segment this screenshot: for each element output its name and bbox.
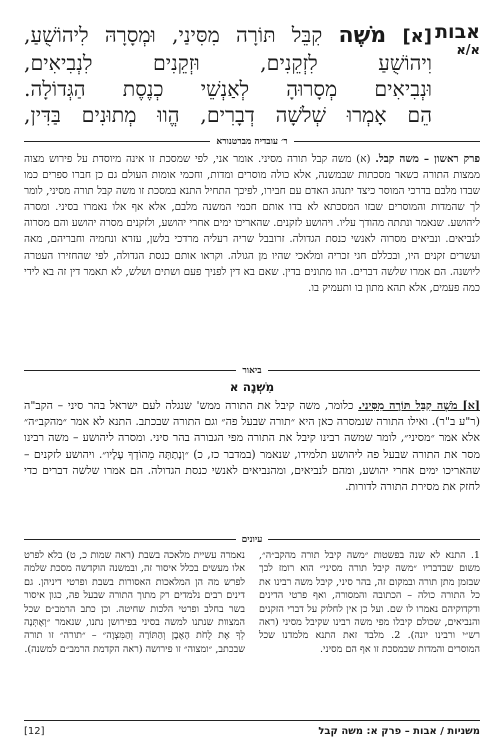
tractate-name: אבות [435,21,480,43]
notes-column-left: נאמרה עשיית מלאכה בשבת (ראה שמות כ, ט) בלא לפרט אלו מעשים בכלל איסור זה, ובמשנה הוקדשה מסכת שלמה לפרש מה הן המלאכות האסורות בשבת ופרטי דיניהן. גם דינים רבים נלמדים רק מתוך התורה שבעל פה, כגון איסור בשר בחלב ופרטי הלכות שחיטה. וכן כתב הרמב״ם שכל המצוות שנתנו למשה בסיני בפירושן נתנו, שנאמר ״וְאֶתְּנָה לְךָ אֶת לֻחֹת הָאֶבֶן וְהַתּוֹרָה וְהַמִּצְוָה״ – ״תורה״ זו תורה שבכתב, ״ומצוה״ זו פירושה (ראה הקדמת הרמב״ם למשנה). [24,550,245,655]
divider-rule-right [268,539,480,540]
mishnah-lead-word: מֹשֶׁה [338,23,387,48]
divider-rule-right [268,370,480,371]
explanation-body: כלומר, משה קיבל את התורה ממש' שנגלה לעם ישראל בהר סיני – הקב"ה (ר"ע ב"ר). ואילו התורה שנמסרה כאן היא ״תורה שבעל פה״ וגם התורה שבכתב. התנא לא אמר ״מהקב״ה״ אלא אמר ״מסיני״, לומר שמשה רבינו קיבל את התורה מפי הגבורה בהר סיני. ומסרה ליהושע – משה רבינו מסר את התורה שבעל פה ליהושע תלמידו, שנאמר (במדבר כז, כ) ״וְנָתַתָּה מֵהוֹדְךָ עָלָיו״. ויהושע לזקנים – שהאריכו ימים אחרי יהושע, ומהם לנביאים, ומהנביאים לאנשי כנסת הגדולה. הם אמרו שלשה דברים כדי לחזק את מסירת התורה לדורות. [24,399,480,494]
divider-rule-left [24,370,236,371]
mishnah-line-4: הֵם אָמְרוּ שְׁלשָׁה דְבָרִים, הֱווּ מְתוּנִים בַּדִּין, [24,103,432,127]
running-title: משניות / אבות – פרק א: משה קבל [318,726,480,737]
mishnah-section-heading: מִשְׁנָה א [229,380,275,394]
commentary-text: (א) משה קבל תורה מסיני. אומר אני, לפי שמסכת זו אינה מיוסדת על פירוש מצוה ממצות התורה כשאר מסכתות שבמשנה, אלא כולה מוסרים ומדות, וחכמי אומות העולם גם כן חברו ספרים כמו שבדו מלבם בדרכי המוסר כיצד יתנהג האדם עם חבירו, לפיכך התחיל התנא במסכת זו משה קבל תורה מסיני, לומר לך שהמדות והמוסרים שבזו המסכתא לא בדו אותם חכמי המשנה מלבם, אלא אף אלו נאמרו בסיני. ומסרה ליהושע. שנאמר ונתתה מהודך עליו. ויהושע לזקנים. שהאריכו ימים אחרי יהושע, ולזקנים מסרה יהושע והם מסרוה לנביאים. ונביאים מסרוה לאנשי כנסת הגדולה. זרובבל שריה רעליה מרדכי בלשן, עזרא ונחמיה וחבריהם, מאה ועשרים זקנים היו, ובכללם חגי זכריה ומלאכי שהיו מן הגולה. וקראו אותם כנסת הגדולה, לפי שהחזירו העטרה ליושנה. הם אמרו שלשה דברים. הוו מתונים בדין. שאם בא דין לפניך פעם ושתים ושלש, לא תאמר דין זה בא לידי כמה פעמים, אלא תהא מתון בו ותעמיק בו. [24,153,480,294]
mishnah-line-3: וּנְבִיאִים מְסָרוּהָ לְאַנְשֵׁי כְנֶסֶת הַגְּדוֹלָה. [24,77,432,101]
tractate-label [432,22,480,59]
notes-columns [24,549,480,701]
notes-divider-title: עיונים [241,535,263,545]
mishnah-line-2: וִיהוֹשֻׁעַ לִזְקֵנִים, וּזְקֵנִים לִנְבִיאִים, [24,51,432,75]
page [24,22,480,742]
commentary-lead: פרק ראשון – משה קבל. [375,153,480,165]
explanation-text [24,398,480,526]
divider-rule-right [294,141,480,142]
explanation-divider [24,365,480,376]
divider-rule-left [24,539,236,540]
explanation-divider-title: ביאור [242,366,262,376]
page-footer [24,720,480,742]
mishnah-header [24,22,480,128]
chapter-mishnah-number: א/א [456,43,480,58]
mishnah-line-1-rest: קִבֵּל תּוֹרָה מִסִּינַי, וּמְסָרָהּ לִיהוֹשֻׁעַ, [24,23,323,47]
mishnah-marker: [א] [402,26,432,47]
commentary-title: ר׳ עובדיה מברטנורא [216,137,288,147]
bartenura-commentary [24,151,480,357]
notes-column-right: 1. התנא לא שנה בפשטות ״משה קיבל תורה מהקב״ה״, משום שבדבריו ״משה קיבל תורה מסיני״ הוא רומז לכך שבזמן מתן תורה ובמקום זה, בהר סיני, קיבל משה רבינו את כל התורה כולה – הכתובה והמסורה, ואף פרטי הדינים ודקדוקיהם נאמרו לו שם. ועל כן אין לחלוק על דברי הזקנים והנביאים, שכולם קיבלו מפי משה רבינו שקיבל מסיני (ראה רש״י ורבינו יונה). 2. מלבד זאת התנא מלמדנו שכל המוסרים והמדות שבמסכת זו אף הם מסיני. [259,550,480,655]
divider-rule-left [24,141,210,142]
commentary-divider [24,136,480,147]
mishnah-line-1 [24,22,432,50]
mishnah-text [24,22,432,128]
notes-divider [24,534,480,545]
explanation-lead: [א] מֹשֶׁה קִבֵּל תּוֹרָה מִסִּינַי. [358,399,480,412]
page-number: [12] [24,726,45,737]
